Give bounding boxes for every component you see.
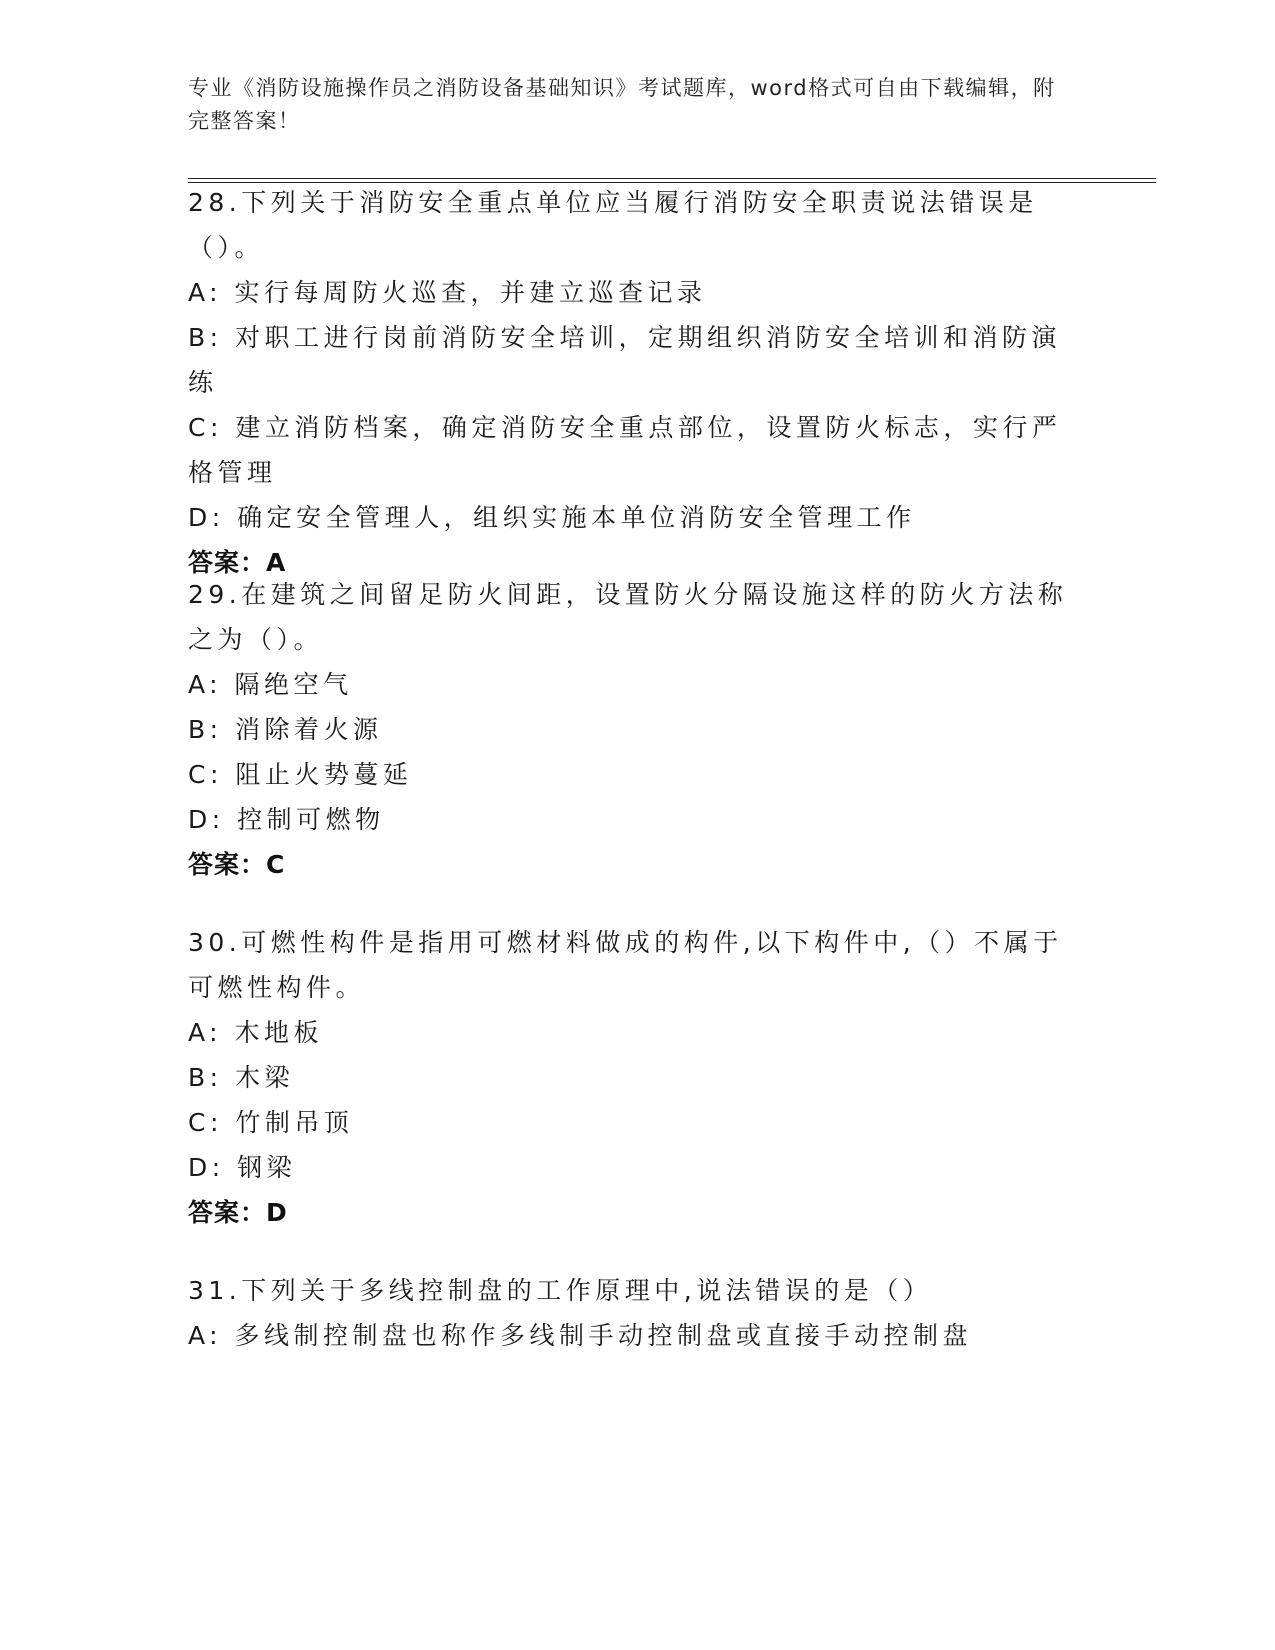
answer-label: 答案：D	[188, 1198, 288, 1227]
option-b: B: 木梁	[188, 1063, 295, 1092]
question-30	[188, 920, 1068, 1236]
option-d: D: 控制可燃物	[188, 805, 385, 834]
option-a: A: 实行每周防火巡查，并建立巡查记录	[188, 278, 707, 307]
option-d: D: 钢梁	[188, 1153, 297, 1182]
option-a: A: 多线制控制盘也称作多线制手动控制盘或直接手动控制盘	[188, 1321, 973, 1350]
answer-label: 答案：C	[188, 850, 286, 879]
answer-label: 答案：A	[188, 548, 287, 577]
option-d: D: 确定安全管理人，组织实施本单位消防安全管理工作	[188, 503, 916, 532]
document-header: 专业《消防设施操作员之消防设备基础知识》考试题库，word格式可自由下载编辑，附完整答案！	[188, 76, 1056, 133]
question-stem: 29.在建筑之间留足防火间距，设置防火分隔设施这样的防火方法称之为（）。	[188, 580, 1068, 654]
option-c: C: 竹制吊顶	[188, 1108, 354, 1137]
question-stem: 28.下列关于消防安全重点单位应当履行消防安全职责说法错误是（）。	[188, 188, 1038, 262]
option-a: A: 木地板	[188, 1018, 324, 1047]
question-29	[188, 572, 1068, 888]
option-b: B: 对职工进行岗前消防安全培训，定期组织消防安全培训和消防演练	[188, 323, 1062, 397]
header-divider-top	[188, 178, 1156, 179]
question-stem: 31.下列关于多线控制盘的工作原理中,说法错误的是（）	[188, 1276, 933, 1305]
question-28	[188, 180, 1068, 586]
question-stem: 30.可燃性构件是指用可燃材料做成的构件,以下构件中,（）不属于可燃性构件。	[188, 928, 1063, 1002]
option-c: C: 建立消防档案，确定消防安全重点部位，设置防火标志，实行严格管理	[188, 413, 1062, 487]
option-a: A: 隔绝空气	[188, 670, 353, 699]
question-31	[188, 1268, 1068, 1358]
option-c: C: 阻止火势蔓延	[188, 760, 413, 789]
option-b: B: 消除着火源	[188, 715, 383, 744]
